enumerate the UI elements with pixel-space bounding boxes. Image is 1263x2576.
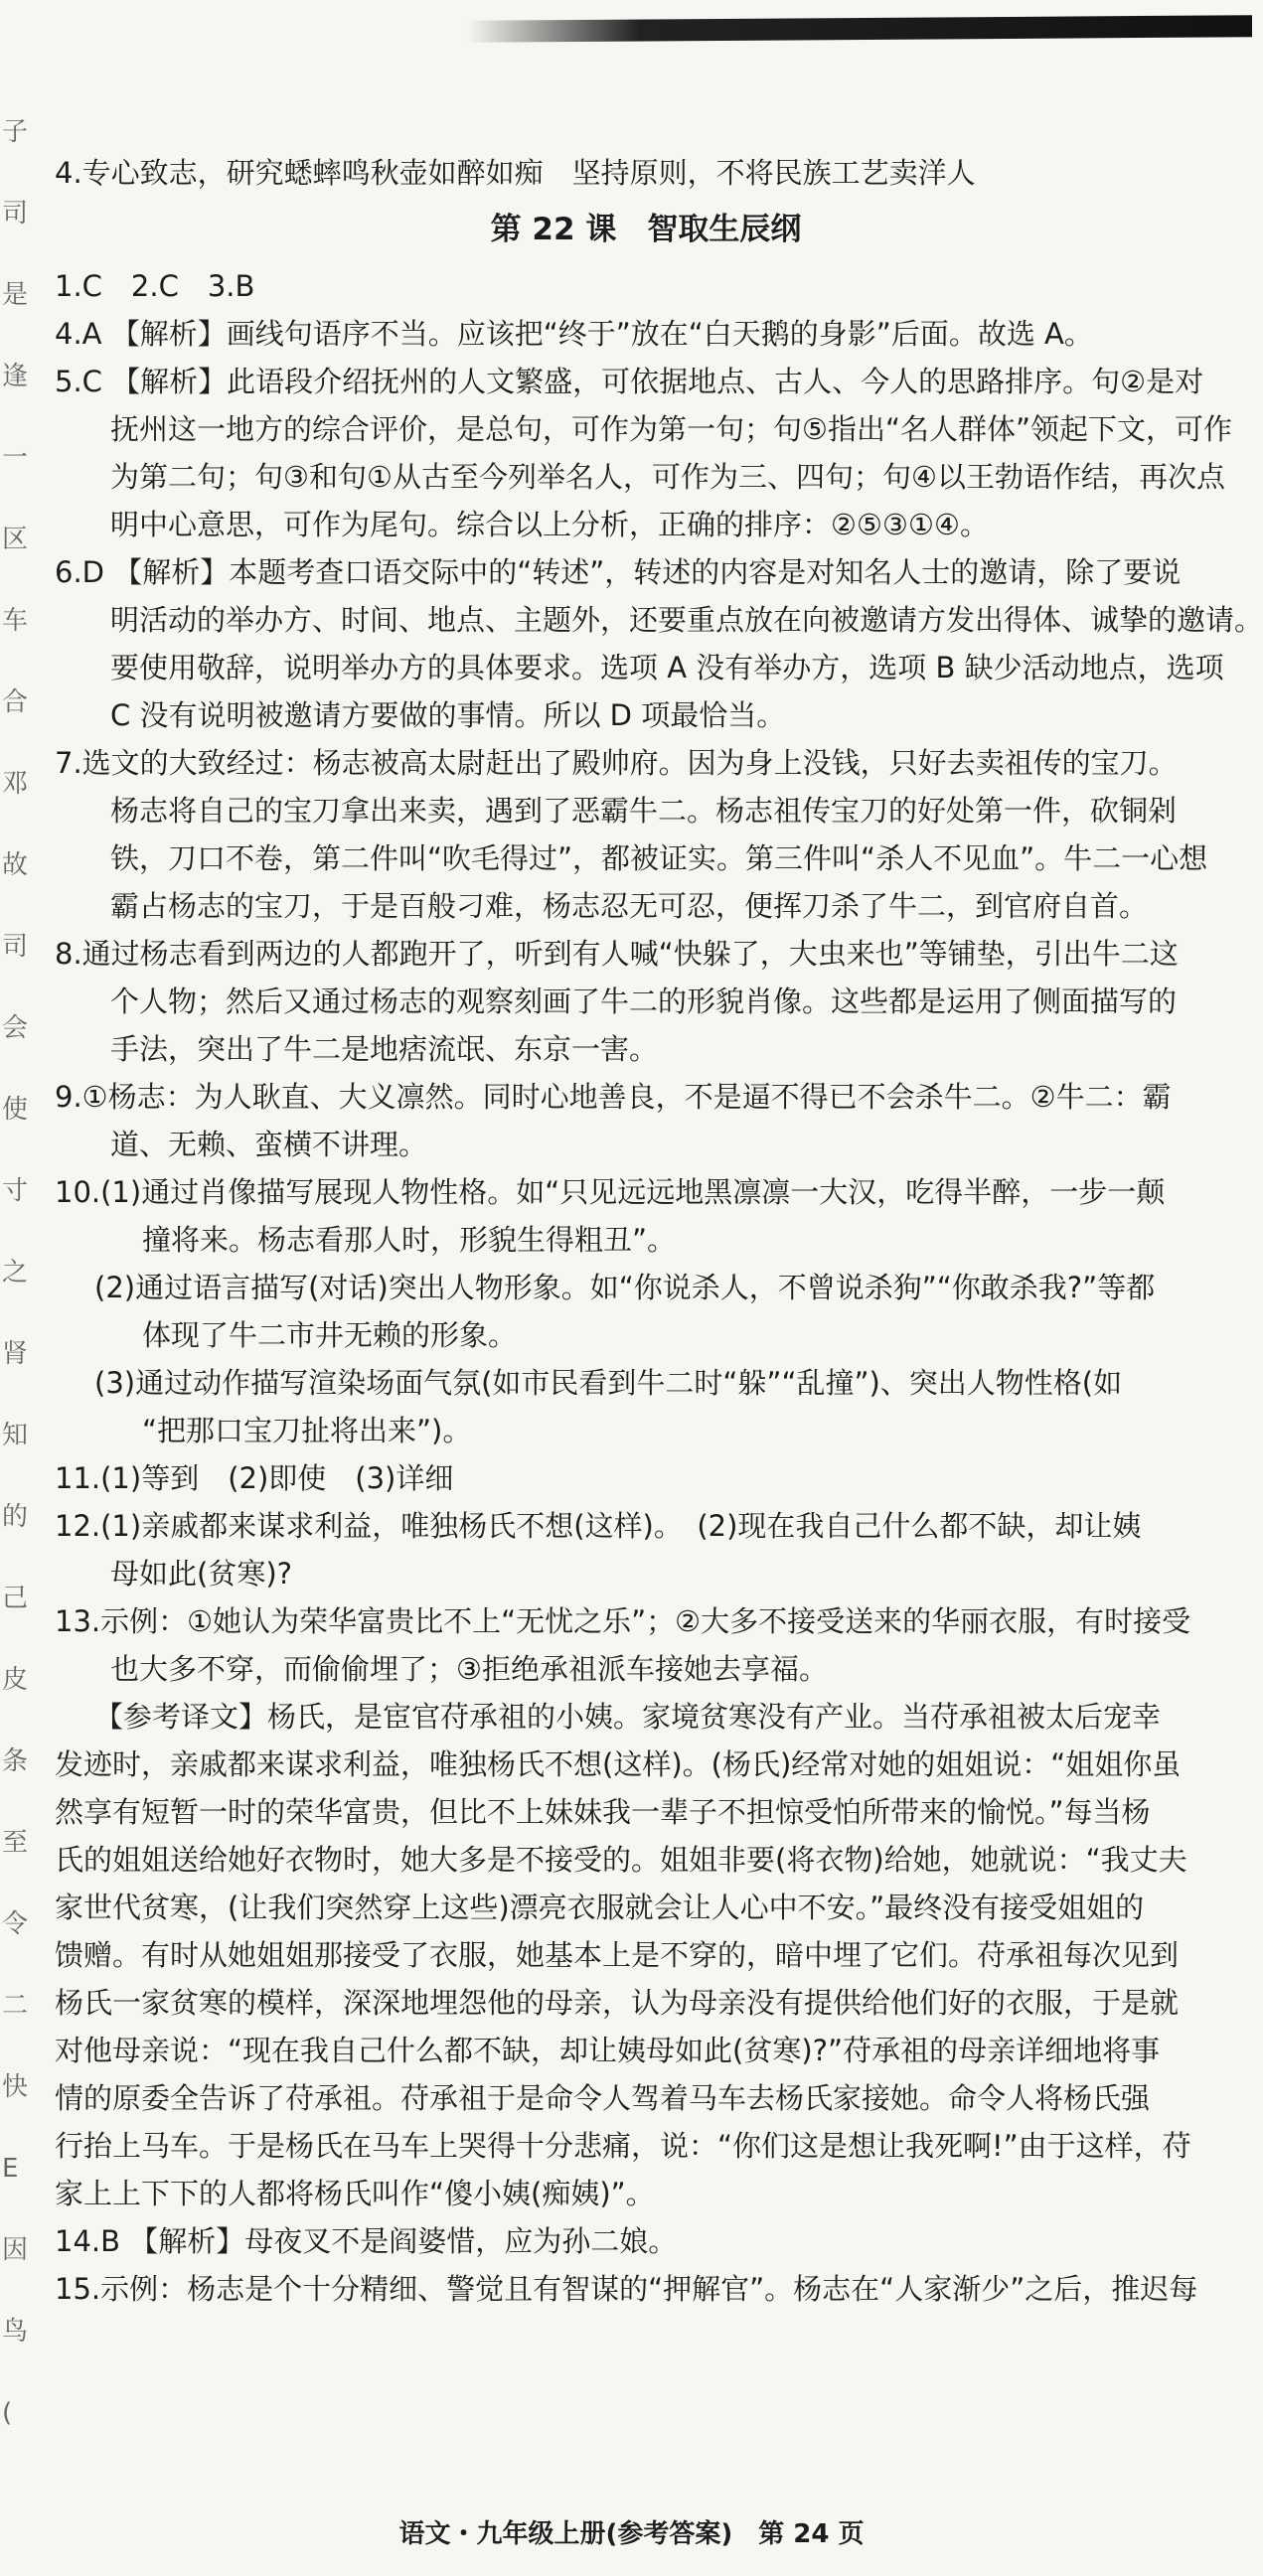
margin-glyph: 合 bbox=[2, 687, 29, 717]
answer-line: 9.①杨志：为人耿直、大义凛然。同时心地善良，不是逼不得已不会杀牛二。②牛二：霸 bbox=[55, 1080, 1172, 1114]
answer-line: 11.(1)等到 (2)即使 (3)详细 bbox=[55, 1461, 454, 1495]
answer-line: 为第二句；句③和句①从古至今列举名人，可作为三、四句；句④以王勃语作结，再次点 bbox=[110, 460, 1225, 494]
margin-glyph: 鸟 bbox=[2, 2317, 29, 2347]
answer-line: 手法，突出了牛二是地痞流氓、东京一害。 bbox=[110, 1032, 659, 1066]
margin-glyph: 司 bbox=[2, 199, 29, 228]
margin-glyph: E bbox=[2, 2154, 19, 2184]
answer-line-prev-lesson: 4.专心致志，研究蟋蟀鸣秋壶如醉如痴 坚持原则，不将民族工艺卖洋人 bbox=[55, 156, 976, 190]
margin-glyph: 的 bbox=[2, 1502, 29, 1532]
answer-line: 铁，刀口不卷，第二件叫“吹毛得过”，都被证实。第三件叫“杀人不见血”。牛二一心想 bbox=[110, 841, 1208, 875]
answer-line: 馈赠。有时从她姐姐那接受了衣服，她基本上是不穿的，暗中埋了它们。苻承祖每次见到 bbox=[55, 1938, 1180, 1972]
answer-line: 家世代贫寒，(让我们突然穿上这些)漂亮衣服就会让人心中不安。”最终没有接受姐姐的 bbox=[55, 1891, 1145, 1924]
answer-line: 14.B 【解析】母夜叉不是阎婆惜，应为孙二娘。 bbox=[55, 2224, 678, 2258]
margin-glyph: 寸 bbox=[2, 1176, 29, 1206]
answer-line: 杨志将自己的宝刀拿出来卖，遇到了恶霸牛二。杨志祖传宝刀的好处第一件，砍铜剁 bbox=[110, 794, 1178, 828]
answer-line: 个人物；然后又通过杨志的观察刻画了牛二的形貌肖像。这些都是运用了侧面描写的 bbox=[110, 985, 1178, 1018]
answer-line: 抚州这一地方的综合评价，是总句，可作为第一句；句⑤指出“名人群体”领起下文，可作 bbox=[110, 412, 1233, 446]
margin-glyph: 皮 bbox=[2, 1665, 29, 1695]
answer-line: 12.(1)亲戚都来谋求利益，唯独杨氏不想(这样)。 (2)现在我自己什么都不缺，却让姨 bbox=[55, 1509, 1142, 1543]
answer-line: 发迹时，亲戚都来谋求利益，唯独杨氏不想(这样)。(杨氏)经常对她的姐姐说：“姐姐你虽 bbox=[55, 1747, 1182, 1781]
answer-line: (3)通过动作描写渲染场面气氛(如市民看到牛二时“躲”“乱撞”)、突出人物性格(如 bbox=[94, 1366, 1123, 1400]
answer-line: C 没有说明被邀请方要做的事情。所以 D 项最恰当。 bbox=[110, 698, 786, 732]
answer-line: 6.D 【解析】本题考查口语交际中的“转述”，转述的内容是对知名人士的邀请，除了要说 bbox=[55, 555, 1182, 589]
answer-line: 明中心意思，可作为尾句。综合以上分析，正确的排序：②⑤③①④。 bbox=[110, 508, 989, 541]
margin-glyph: 二 bbox=[2, 1991, 29, 2021]
margin-glyph: 至 bbox=[2, 1828, 29, 1858]
margin-glyph: 令 bbox=[2, 1909, 29, 1939]
answer-line: 【参考译文】杨氏，是宦官苻承祖的小姨。家境贫寒没有产业。当苻承祖被太后宠幸 bbox=[94, 1700, 1162, 1734]
left-margin-bleed bbox=[0, 119, 28, 2503]
answer-list bbox=[55, 262, 1263, 2313]
margin-glyph: ( bbox=[2, 2398, 13, 2428]
margin-glyph: 己 bbox=[2, 1584, 29, 1613]
answer-line: 行抬上马车。于是杨氏在马车上哭得十分悲痛，说：“你们这是想让我死啊!”由于这样，苻 bbox=[55, 2129, 1191, 2163]
answer-line: 氏的姐姐送给她好衣物时，她大多是不接受的。姐姐非要(将衣物)给她，她就说：“我丈夫 bbox=[55, 1843, 1187, 1877]
answer-line: (2)通过语言描写(对话)突出人物形象。如“你说杀人，不曾说杀狗”“你敢杀我?”等都 bbox=[94, 1271, 1156, 1304]
answer-line: “把那口宝刀扯将出来”)。 bbox=[142, 1414, 472, 1447]
answer-line: 7.选文的大致经过：杨志被高太尉赶出了殿帅府。因为身上没钱，只好去卖祖传的宝刀。 bbox=[55, 746, 1178, 780]
top-scan-bar bbox=[467, 15, 1252, 43]
lesson-title: 第 22 课 智取生辰纲 bbox=[490, 212, 802, 247]
answer-page bbox=[55, 149, 1263, 2313]
margin-glyph: 车 bbox=[2, 606, 29, 636]
answer-line: 5.C 【解析】此语段介绍抚州的人文繁盛，可依据地点、古人、今人的思路排序。句②是对 bbox=[55, 365, 1204, 398]
margin-glyph: 会 bbox=[2, 1013, 29, 1043]
margin-glyph: 快 bbox=[2, 2072, 29, 2102]
margin-glyph: 邓 bbox=[2, 769, 29, 799]
answer-line: 杨氏一家贫寒的模样，深深地埋怨他的母亲，认为母亲没有提供给他们好的衣服，于是就 bbox=[55, 1986, 1180, 2020]
answer-line: 霸占杨志的宝刀，于是百般刁难，杨志忍无可忍，便挥刀杀了牛二，到官府自首。 bbox=[110, 889, 1149, 923]
answer-line: 要使用敬辞，说明举办方的具体要求。选项 A 没有举办方，选项 B 缺少活动地点，选项 bbox=[110, 651, 1224, 684]
answer-line: 情的原委全告诉了苻承祖。苻承祖于是命令人驾着马车去杨氏家接她。命令人将杨氏强 bbox=[55, 2081, 1151, 2115]
answer-line: 对他母亲说：“现在我自己什么都不缺，却让姨母如此(贫寒)?”苻承祖的母亲详细地将事 bbox=[55, 2034, 1161, 2067]
answer-line: 4.A 【解析】画线句语序不当。应该把“终于”放在“白天鹅的身影”后面。故选 A。 bbox=[55, 317, 1093, 351]
answer-line: 明活动的举办方、时间、地点、主题外，还要重点放在向被邀请方发出得体、诚挚的邀请。 bbox=[110, 603, 1263, 637]
answer-line: 8.通过杨志看到两边的人都跑开了，听到有人喊“快躲了，大虫来也”等铺垫，引出牛二这 bbox=[55, 937, 1179, 971]
answer-line: 家上上下下的人都将杨氏叫作“傻小姨(痴姨)”。 bbox=[55, 2177, 655, 2210]
answer-line: 道、无赖、蛮横不讲理。 bbox=[110, 1128, 428, 1161]
answer-line: 母如此(贫寒)? bbox=[110, 1557, 293, 1591]
answer-line: 1.C 2.C 3.B bbox=[55, 269, 255, 303]
page-footer: 语文・九年级上册(参考答案) 第 24 页 bbox=[398, 2519, 865, 2549]
margin-glyph: 知 bbox=[2, 1421, 29, 1450]
answer-line: 13.示例：①她认为荣华富贵比不上“无忧之乐”；②大多不接受送来的华丽衣服，有时接受 bbox=[55, 1604, 1191, 1638]
answer-line: 也大多不穿，而偷偷埋了；③拒绝承祖派车接她去享福。 bbox=[110, 1652, 828, 1686]
margin-glyph: 区 bbox=[2, 525, 29, 554]
margin-glyph: 肾 bbox=[2, 1339, 29, 1369]
margin-glyph: 是 bbox=[2, 280, 29, 310]
margin-glyph: 之 bbox=[2, 1258, 29, 1288]
margin-glyph: 因 bbox=[2, 2235, 29, 2265]
margin-glyph: 司 bbox=[2, 932, 29, 962]
margin-glyph: 子 bbox=[2, 117, 29, 147]
margin-glyph: 逢 bbox=[2, 362, 29, 391]
answer-line: 体现了牛二市井无赖的形象。 bbox=[142, 1318, 518, 1352]
answer-line: 撞将来。杨志看那人时，形貌生得粗丑”。 bbox=[142, 1223, 677, 1257]
margin-glyph: 故 bbox=[2, 850, 29, 880]
answer-line: 10.(1)通过肖像描写展现人物性格。如“只见远远地黑凛凛一大汉，吃得半醉，一步一颠 bbox=[55, 1175, 1166, 1209]
answer-line: 15.示例：杨志是个十分精细、警觉且有智谋的“押解官”。杨志在“人家渐少”之后，推迟每 bbox=[55, 2272, 1198, 2306]
margin-glyph: 使 bbox=[2, 1095, 29, 1125]
margin-glyph: 一 bbox=[2, 443, 29, 473]
answer-line: 然享有短暂一时的荣华富贵，但比不上妹妹我一辈子不担惊受怕所带来的愉悦。”每当杨 bbox=[55, 1795, 1151, 1829]
margin-glyph: 条 bbox=[2, 1746, 29, 1776]
